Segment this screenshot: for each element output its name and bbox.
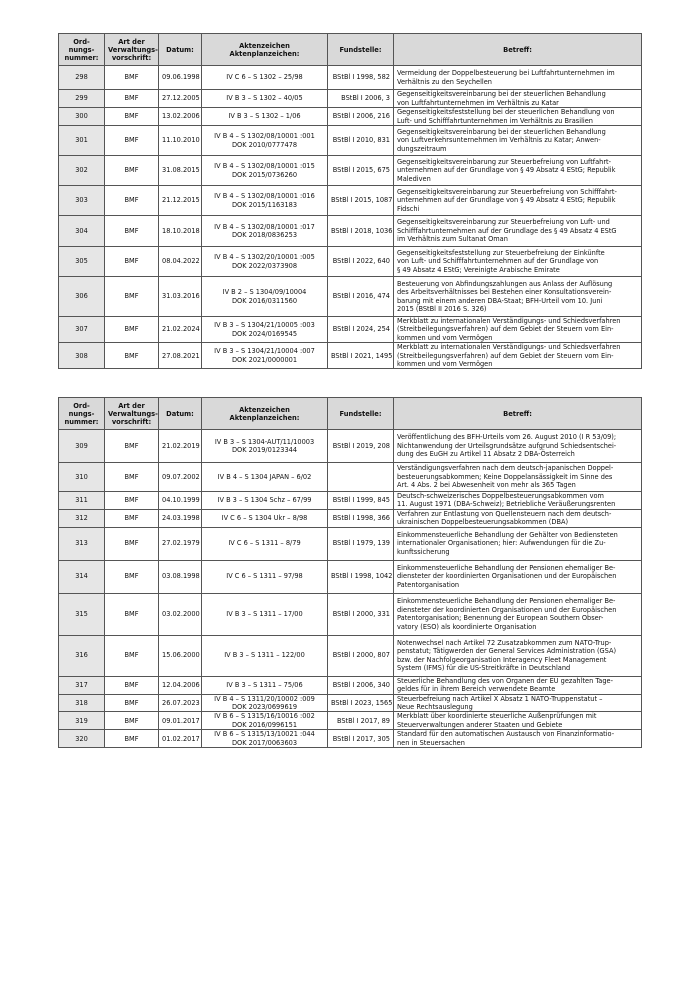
aktenzeichen-cell bbox=[202, 593, 328, 635]
art-cell: BMF bbox=[105, 343, 159, 369]
table-row bbox=[59, 216, 642, 247]
header-ordnungsnummer bbox=[59, 34, 105, 66]
betreff-line: Gegenseitigkeitsfeststellung zur Steuerbefreiung der Einkünfte bbox=[397, 248, 605, 257]
betreff-line: diensteter der koordinierten Organisationen und der Europäischen bbox=[397, 572, 617, 581]
table-row bbox=[59, 527, 642, 560]
art-cell: BMF bbox=[105, 730, 159, 748]
betreff-line: 11. August 1971 (DBA-Schweiz); Betriebliche Veräußerungsrenten bbox=[397, 500, 616, 509]
ordnungsnummer-cell: 311 bbox=[59, 492, 105, 510]
ordnungsnummer-cell: 302 bbox=[59, 156, 105, 186]
header-datum: Datum: bbox=[159, 398, 202, 430]
betreff-line: von Luftfahrtunternehmen im Verhältnis zu Katar bbox=[397, 98, 559, 107]
ordnungsnummer-cell: 308 bbox=[59, 343, 105, 369]
aktenzeichen-line: IV B 4 – S 1302/08/10001 :016 bbox=[214, 192, 315, 201]
betreff-cell bbox=[394, 126, 642, 156]
header-text: Aktenzeichen bbox=[239, 41, 290, 50]
betreff-line: im Verhältnis zum Sultanat Oman bbox=[397, 235, 508, 244]
table-row bbox=[59, 730, 642, 748]
betreff-line: internationaler Organisationen; hier: Aufwendungen für die Zu- bbox=[397, 539, 606, 548]
betreff-line: Notenwechsel nach Artikel 72 Zusatzabkommen zum NATO-Trup- bbox=[397, 638, 612, 647]
datum-cell: 09.07.2002 bbox=[159, 463, 202, 492]
aktenzeichen-line: IV C 6 – S 1302 – 25/98 bbox=[226, 73, 303, 82]
betreff-cell bbox=[394, 593, 642, 635]
table-row bbox=[59, 492, 642, 510]
aktenzeichen-line: IV B 6 – S 1315/16/10016 :002 bbox=[214, 712, 315, 721]
art-cell: BMF bbox=[105, 430, 159, 463]
datum-cell: 03.02.2000 bbox=[159, 593, 202, 635]
betreff-line: Fidschi bbox=[397, 204, 420, 213]
betreff-line: dung des EuGH zu Artikel 11 Absatz 2 DBA-Österreich bbox=[397, 450, 575, 459]
ordnungsnummer-cell: 300 bbox=[59, 108, 105, 126]
table-row bbox=[59, 186, 642, 216]
betreff-cell bbox=[394, 156, 642, 186]
aktenzeichen-cell bbox=[202, 730, 328, 748]
fundstelle-cell: BStBl I 2023, 1565 bbox=[328, 694, 394, 712]
aktenzeichen-line: DOK 2016/0996151 bbox=[231, 720, 298, 729]
table-row bbox=[59, 317, 642, 343]
ordnungsnummer-cell: 303 bbox=[59, 186, 105, 216]
betreff-line: Patentorganisation bbox=[397, 580, 460, 589]
header-text: Aktenplanzeichen: bbox=[229, 49, 300, 58]
table-row bbox=[59, 676, 642, 694]
table-row bbox=[59, 635, 642, 676]
betreff-line: § 49 Absatz 4 EStG; Vereinigte Arabische Emirate bbox=[397, 265, 560, 274]
aktenzeichen-line: IV C 6 – S 1304 Ukr – 8/98 bbox=[221, 514, 308, 523]
datum-cell: 27.12.2005 bbox=[159, 90, 202, 108]
aktenzeichen-cell bbox=[202, 560, 328, 593]
betreff-line: dungszeitraum bbox=[397, 144, 447, 153]
betreff-cell bbox=[394, 108, 642, 126]
betreff-line: Vermeidung der Doppelbesteuerung bei Luftfahrtunternehmen im bbox=[397, 69, 615, 78]
aktenzeichen-line: IV B 4 – S 1302/08/10001 :015 bbox=[214, 162, 315, 171]
ordnungsnummer-cell: 317 bbox=[59, 676, 105, 694]
aktenzeichen-line: IV C 6 – S 1311 – 8/79 bbox=[228, 539, 301, 548]
betreff-line: von Luftverkehrsunternehmen im Verhältnis zu Katar; Anwen- bbox=[397, 136, 601, 145]
datum-cell: 09.01.2017 bbox=[159, 712, 202, 730]
aktenzeichen-line: IV B 3 – S 1311 – 75/06 bbox=[226, 680, 303, 689]
table-row bbox=[59, 343, 642, 369]
art-cell: BMF bbox=[105, 216, 159, 247]
betreff-line: Deutsch-schweizerisches Doppelbesteuerungsabkommen vom bbox=[397, 492, 604, 500]
betreff-cell bbox=[394, 509, 642, 527]
datum-cell: 24.03.1998 bbox=[159, 509, 202, 527]
aktenzeichen-cell bbox=[202, 430, 328, 463]
aktenzeichen-cell bbox=[202, 108, 328, 126]
betreff-line: kunftssicherung bbox=[397, 547, 450, 556]
betreff-line: barung mit einem anderen DBA-Staat; BFH-Urteil vom 10. Juni bbox=[397, 296, 603, 305]
betreff-line: Steuerbefreiung nach Artikel X Absatz 1 NATO-Truppenstatut – bbox=[397, 694, 603, 703]
betreff-line: ukrainischen Doppelbesteuerungsabkommen (DBA) bbox=[397, 518, 569, 527]
fundstelle-cell: BStBl I 1998, 1042 bbox=[328, 560, 394, 593]
aktenzeichen-cell bbox=[202, 527, 328, 560]
aktenzeichen-cell bbox=[202, 509, 328, 527]
betreff-line: Merkblatt zu internationalen Verständigungs- und Schiedsverfahren bbox=[397, 343, 621, 352]
betreff-line: unternehmen auf der Grundlage von § 49 Absatz 4 EStG; Republik bbox=[397, 196, 616, 205]
header-text: nummer: bbox=[64, 53, 99, 62]
fundstelle-cell: BStBl I 2022, 640 bbox=[328, 247, 394, 277]
aktenzeichen-cell bbox=[202, 66, 328, 90]
table-row bbox=[59, 430, 642, 463]
aktenzeichen-line: IV B 3 – S 1304/21/10005 :003 bbox=[214, 321, 315, 330]
art-cell: BMF bbox=[105, 66, 159, 90]
datum-cell: 27.02.1979 bbox=[159, 527, 202, 560]
table-row bbox=[59, 156, 642, 186]
aktenzeichen-line: IV B 2 – S 1304/09/10004 bbox=[222, 288, 307, 297]
table-row bbox=[59, 694, 642, 712]
betreff-cell bbox=[394, 186, 642, 216]
art-cell: BMF bbox=[105, 247, 159, 277]
aktenzeichen-cell bbox=[202, 216, 328, 247]
header-text: vorschrift: bbox=[111, 53, 152, 62]
aktenzeichen-cell bbox=[202, 676, 328, 694]
fundstelle-cell: BStBl I 1998, 366 bbox=[328, 509, 394, 527]
aktenzeichen-cell bbox=[202, 694, 328, 712]
betreff-line: Gegenseitigkeitsfeststellung bei der steuerlichen Behandlung von bbox=[397, 108, 615, 117]
betreff-line: kommen und vom Vermögen bbox=[397, 360, 493, 369]
aktenzeichen-cell bbox=[202, 126, 328, 156]
header-text: nungs- bbox=[68, 45, 95, 54]
fundstelle-cell: BStBl I 2024, 254 bbox=[328, 317, 394, 343]
header-text: Ord- bbox=[73, 401, 90, 410]
header-fundstelle: Fundstelle: bbox=[328, 34, 394, 66]
art-cell: BMF bbox=[105, 108, 159, 126]
fundstelle-cell: BStBl I 2006, 216 bbox=[328, 108, 394, 126]
art-cell: BMF bbox=[105, 694, 159, 712]
art-cell: BMF bbox=[105, 593, 159, 635]
betreff-line: Gegenseitigkeitsvereinbarung bei der steuerlichen Behandlung bbox=[397, 127, 606, 136]
ordnungsnummer-cell: 305 bbox=[59, 247, 105, 277]
art-cell: BMF bbox=[105, 635, 159, 676]
datum-cell: 21.02.2019 bbox=[159, 430, 202, 463]
aktenzeichen-line: IV B 3 – S 1304 Schz – 67/99 bbox=[217, 496, 312, 505]
fundstelle-cell: BStBl I 1999, 845 bbox=[328, 492, 394, 510]
table-row bbox=[59, 593, 642, 635]
header-text: Art der bbox=[118, 37, 145, 46]
betreff-line: Verständigungsverfahren nach dem deutsch-japanischen Doppel- bbox=[397, 464, 614, 473]
datum-cell: 15.06.2000 bbox=[159, 635, 202, 676]
fundstelle-cell: BStBl I 1998, 582 bbox=[328, 66, 394, 90]
art-cell: BMF bbox=[105, 156, 159, 186]
datum-cell: 21.12.2015 bbox=[159, 186, 202, 216]
header-art bbox=[105, 34, 159, 66]
betreff-cell bbox=[394, 90, 642, 108]
betreff-line: Merkblatt über koordinierte steuerliche Außenprüfungen mit bbox=[397, 712, 597, 721]
betreff-cell bbox=[394, 527, 642, 560]
fundstelle-cell: BStBl I 2016, 474 bbox=[328, 277, 394, 317]
betreff-line: Patentorganisation; Benennung der European Southern Obser- bbox=[397, 614, 604, 623]
table-row bbox=[59, 108, 642, 126]
datum-cell: 27.08.2021 bbox=[159, 343, 202, 369]
art-cell: BMF bbox=[105, 186, 159, 216]
datum-cell: 26.07.2023 bbox=[159, 694, 202, 712]
table-row bbox=[59, 90, 642, 108]
aktenzeichen-cell bbox=[202, 635, 328, 676]
header-text: Art der bbox=[118, 401, 145, 410]
betreff-cell bbox=[394, 66, 642, 90]
betreff-line: besteuerungsabkommen; Keine Doppelansässigkeit im Sinne des bbox=[397, 472, 613, 481]
ordnungsnummer-cell: 310 bbox=[59, 463, 105, 492]
betreff-line: (Streitbeilegungsverfahren) auf dem Gebiet der Steuern vom Ein- bbox=[397, 351, 614, 360]
table-header-row bbox=[59, 34, 642, 66]
betreff-line: System (IFMS) für die US-Streitkräfte in Deutschland bbox=[397, 664, 571, 673]
ordnungsnummer-cell: 319 bbox=[59, 712, 105, 730]
fundstelle-cell: BStBl I 2017, 305 bbox=[328, 730, 394, 748]
aktenzeichen-line: IV B 6 – S 1315/13/10021 :044 bbox=[214, 730, 315, 739]
betreff-line: geldes für in ihrem Bereich verwendete Beamte bbox=[397, 685, 556, 694]
art-cell: BMF bbox=[105, 492, 159, 510]
ordnungsnummer-cell: 314 bbox=[59, 560, 105, 593]
betreff-line: Veröffentlichung des BFH-Urteils vom 26. August 2010 (I R 53/09); bbox=[397, 433, 617, 442]
aktenzeichen-line: IV B 4 – S 1304 JAPAN – 6/02 bbox=[217, 472, 312, 481]
art-cell: BMF bbox=[105, 560, 159, 593]
ordnungsnummer-cell: 313 bbox=[59, 527, 105, 560]
betreff-line: des Arbeitsverhältnisses bei Bestehen einer Konsultationsverein- bbox=[397, 288, 612, 297]
ordnungsnummer-cell: 307 bbox=[59, 317, 105, 343]
datum-cell: 04.10.1999 bbox=[159, 492, 202, 510]
fundstelle-cell bbox=[328, 463, 394, 492]
betreff-line: 2015 (BStBl II 2016 S. 326) bbox=[397, 304, 487, 313]
header-text: nungs- bbox=[68, 409, 95, 418]
table-row bbox=[59, 712, 642, 730]
betreff-cell bbox=[394, 317, 642, 343]
betreff-cell bbox=[394, 694, 642, 712]
aktenzeichen-cell bbox=[202, 463, 328, 492]
fundstelle-cell: BStBl I 2015, 675 bbox=[328, 156, 394, 186]
header-text: Verwaltungs- bbox=[108, 409, 158, 418]
ordnungsnummer-cell: 299 bbox=[59, 90, 105, 108]
aktenzeichen-line: DOK 2017/0063603 bbox=[231, 738, 298, 747]
table-row bbox=[59, 126, 642, 156]
betreff-line: nen in Steuersachen bbox=[397, 738, 465, 747]
datum-cell: 03.08.1998 bbox=[159, 560, 202, 593]
betreff-cell bbox=[394, 463, 642, 492]
datum-cell: 18.10.2018 bbox=[159, 216, 202, 247]
aktenzeichen-cell bbox=[202, 492, 328, 510]
ordnungsnummer-cell: 309 bbox=[59, 430, 105, 463]
fundstelle-cell: BStBl I 2018, 1036 bbox=[328, 216, 394, 247]
aktenzeichen-cell bbox=[202, 247, 328, 277]
aktenzeichen-line: IV B 4 – S 1311/20/10002 :009 bbox=[214, 694, 315, 703]
aktenzeichen-line: IV B 3 – S 1304-AUT/11/10003 bbox=[214, 437, 315, 446]
datum-cell: 09.06.1998 bbox=[159, 66, 202, 90]
aktenzeichen-line: IV B 3 – S 1311 – 17/00 bbox=[226, 609, 303, 618]
header-text: Aktenzeichen bbox=[239, 405, 290, 414]
header-betreff: Betreff: bbox=[394, 34, 642, 66]
art-cell: BMF bbox=[105, 676, 159, 694]
header-text: Aktenplanzeichen: bbox=[229, 413, 300, 422]
art-cell: BMF bbox=[105, 509, 159, 527]
betreff-line: Einkommensteuerliche Behandlung der Gehälter von Bediensteten bbox=[397, 531, 618, 540]
fundstelle-cell: BStBl I 2015, 1087 bbox=[328, 186, 394, 216]
art-cell: BMF bbox=[105, 90, 159, 108]
header-art bbox=[105, 398, 159, 430]
datum-cell: 21.02.2024 bbox=[159, 317, 202, 343]
datum-cell: 08.04.2022 bbox=[159, 247, 202, 277]
aktenzeichen-line: DOK 2019/0123344 bbox=[231, 446, 298, 454]
ordnungsnummer-cell: 315 bbox=[59, 593, 105, 635]
ordnungsnummer-cell: 306 bbox=[59, 277, 105, 317]
header-text: vorschrift: bbox=[111, 417, 152, 426]
aktenzeichen-line: DOK 2021/0000001 bbox=[231, 355, 298, 364]
art-cell: BMF bbox=[105, 527, 159, 560]
betreff-line: Neue Rechtsauslegung bbox=[397, 703, 473, 712]
fundstelle-cell: BStBl I 1979, 139 bbox=[328, 527, 394, 560]
header-betreff: Betreff: bbox=[394, 398, 642, 430]
betreff-line: Gegenseitigkeitsvereinbarung zur Steuerbefreiung von Luftfahrt- bbox=[397, 157, 612, 166]
header-fundstelle: Fundstelle: bbox=[328, 398, 394, 430]
table-row bbox=[59, 509, 642, 527]
ordnungsnummer-cell: 320 bbox=[59, 730, 105, 748]
betreff-line: unternehmen auf der Grundlage von § 49 Absatz 4 EStG; Republik bbox=[397, 166, 616, 175]
betreff-line: vatory (ESO) als koordinierte Organisation bbox=[397, 622, 537, 631]
header-text: Verwaltungs- bbox=[108, 45, 158, 54]
art-cell: BMF bbox=[105, 463, 159, 492]
header-aktenzeichen bbox=[202, 398, 328, 430]
betreff-line: penstatut; Tätigwerden der General Services Administration (GSA) bbox=[397, 647, 617, 656]
betreff-line: diensteter der koordinierten Organisationen und der Europäischen bbox=[397, 605, 617, 614]
table-row bbox=[59, 277, 642, 317]
art-cell: BMF bbox=[105, 277, 159, 317]
aktenzeichen-line: IV B 3 – S 1311 – 122/00 bbox=[224, 651, 305, 660]
betreff-line: Art. 4 Abs. 2 bei Abwesenheit von mehr als 365 Tagen bbox=[397, 481, 576, 490]
betreff-cell bbox=[394, 277, 642, 317]
aktenzeichen-cell bbox=[202, 186, 328, 216]
betreff-line: Merkblatt zu internationalen Verständigungs- und Schiedsverfahren bbox=[397, 317, 621, 325]
datum-cell: 01.02.2017 bbox=[159, 730, 202, 748]
ordnungsnummer-cell: 301 bbox=[59, 126, 105, 156]
datum-cell: 31.08.2015 bbox=[159, 156, 202, 186]
aktenzeichen-line: DOK 2018/0836253 bbox=[231, 231, 298, 239]
betreff-line: Steuerliche Behandlung des von Organen der EU gezahlten Tage- bbox=[397, 676, 613, 685]
aktenzeichen-cell bbox=[202, 343, 328, 369]
aktenzeichen-line: DOK 2015/0736260 bbox=[231, 170, 298, 179]
aktenzeichen-line: IV B 4 – S 1302/08/10001 :017 bbox=[214, 222, 315, 231]
datum-cell: 12.04.2006 bbox=[159, 676, 202, 694]
fundstelle-cell: BStBl I 2000, 807 bbox=[328, 635, 394, 676]
betreff-cell bbox=[394, 430, 642, 463]
ordnungsnummer-cell: 298 bbox=[59, 66, 105, 90]
ordnungsnummer-cell: 312 bbox=[59, 509, 105, 527]
fundstelle-cell: BStBl I 2000, 331 bbox=[328, 593, 394, 635]
aktenzeichen-line: IV C 6 – S 1311 – 97/98 bbox=[226, 572, 303, 581]
fundstelle-cell: BStBl I 2010, 831 bbox=[328, 126, 394, 156]
aktenzeichen-cell bbox=[202, 317, 328, 343]
betreff-line: Einkommensteuerliche Behandlung der Pensionen ehemaliger Be- bbox=[397, 564, 616, 573]
bmf-table-1 bbox=[58, 33, 642, 369]
aktenzeichen-line: DOK 2016/0311560 bbox=[231, 296, 298, 305]
betreff-line: bzw. der Nachfolgeorganisation Interagency Fleet Management bbox=[397, 655, 607, 664]
art-cell: BMF bbox=[105, 317, 159, 343]
table-row bbox=[59, 66, 642, 90]
fundstelle-cell: BStBl I 2021, 1495 bbox=[328, 343, 394, 369]
betreff-line: Malediven bbox=[397, 174, 431, 183]
betreff-line: Besteuerung von Abfindungszahlungen aus Anlass der Auflösung bbox=[397, 279, 613, 288]
betreff-line: Steuerverwaltungen anderer Staaten und Gebiete bbox=[397, 720, 563, 729]
fundstelle-cell: BStBl I 2017, 89 bbox=[328, 712, 394, 730]
aktenzeichen-cell bbox=[202, 712, 328, 730]
aktenzeichen-line: DOK 2024/0169545 bbox=[231, 329, 298, 338]
aktenzeichen-cell bbox=[202, 156, 328, 186]
datum-cell: 31.03.2016 bbox=[159, 277, 202, 317]
betreff-cell bbox=[394, 216, 642, 247]
betreff-cell bbox=[394, 730, 642, 748]
betreff-cell bbox=[394, 492, 642, 510]
betreff-line: Standard für den automatischen Austausch von Finanzinformatio- bbox=[397, 730, 615, 739]
header-datum: Datum: bbox=[159, 34, 202, 66]
betreff-line: von Luft- und Schifffahrtunternehmen auf der Grundlage von bbox=[397, 257, 599, 266]
betreff-cell bbox=[394, 635, 642, 676]
art-cell: BMF bbox=[105, 712, 159, 730]
header-text: nummer: bbox=[64, 417, 99, 426]
aktenzeichen-line: DOK 2010/0777478 bbox=[231, 140, 298, 149]
betreff-line: kommen und vom Vermögen bbox=[397, 333, 493, 342]
ordnungsnummer-cell: 316 bbox=[59, 635, 105, 676]
datum-cell: 13.02.2006 bbox=[159, 108, 202, 126]
betreff-line: Gegenseitigkeitsvereinbarung zur Steuerbefreiung von Luft- und bbox=[397, 218, 610, 227]
fundstelle-cell: BStBl I 2006, 340 bbox=[328, 676, 394, 694]
betreff-cell bbox=[394, 343, 642, 369]
betreff-line: Gegenseitigkeitsvereinbarung bei der steuerlichen Behandlung bbox=[397, 90, 606, 99]
table-header-row bbox=[59, 398, 642, 430]
art-cell: BMF bbox=[105, 126, 159, 156]
aktenzeichen-line: DOK 2015/1163183 bbox=[231, 200, 298, 209]
betreff-cell bbox=[394, 712, 642, 730]
table-row bbox=[59, 560, 642, 593]
betreff-line: (Streitbeilegungsverfahren) auf dem Gebiet der Steuern vom Ein- bbox=[397, 325, 614, 334]
betreff-cell bbox=[394, 247, 642, 277]
fundstelle-cell: BStBl I 2006, 3 bbox=[328, 90, 394, 108]
aktenzeichen-line: DOK 2022/0373908 bbox=[231, 261, 298, 270]
betreff-cell bbox=[394, 560, 642, 593]
betreff-line: Einkommensteuerliche Behandlung der Pensionen ehemaliger Be- bbox=[397, 597, 616, 606]
betreff-line: Nichtanwendung der Urteilsgrundsätze aufgrund Schiedsentschei- bbox=[397, 441, 617, 450]
datum-cell: 11.10.2010 bbox=[159, 126, 202, 156]
betreff-line: Schifffahrtunternehmen auf der Grundlage des § 49 Absatz 4 EStG bbox=[397, 226, 617, 235]
aktenzeichen-line: IV B 4 – S 1302/20/10001 :005 bbox=[214, 253, 315, 262]
aktenzeichen-line: DOK 2023/0699619 bbox=[231, 703, 298, 712]
bmf-table-2 bbox=[58, 397, 642, 748]
aktenzeichen-cell bbox=[202, 90, 328, 108]
betreff-line: Luft- und Schifffahrtunternehmen im Verhältnis zu Brasilien bbox=[397, 116, 593, 125]
table-row bbox=[59, 463, 642, 492]
aktenzeichen-line: IV B 3 – S 1304/21/10004 :007 bbox=[214, 347, 315, 356]
aktenzeichen-line: IV B 3 – S 1302 – 1/06 bbox=[228, 112, 301, 121]
aktenzeichen-line: IV B 3 – S 1302 – 40/05 bbox=[226, 94, 303, 103]
aktenzeichen-cell bbox=[202, 277, 328, 317]
betreff-cell bbox=[394, 676, 642, 694]
ordnungsnummer-cell: 304 bbox=[59, 216, 105, 247]
betreff-line: Verfahren zur Entlastung von Quellensteuern nach dem deutsch- bbox=[397, 509, 612, 518]
header-aktenzeichen bbox=[202, 34, 328, 66]
header-ordnungsnummer bbox=[59, 398, 105, 430]
aktenzeichen-line: IV B 4 – S 1302/08/10001 :001 bbox=[214, 132, 315, 141]
table-row bbox=[59, 247, 642, 277]
ordnungsnummer-cell: 318 bbox=[59, 694, 105, 712]
betreff-line: Verhältnis zu den Seychellen bbox=[397, 77, 492, 86]
betreff-line: Gegenseitigkeitsvereinbarung zur Steuerbefreiung von Schifffahrt- bbox=[397, 187, 617, 196]
fundstelle-cell: BStBl I 2019, 208 bbox=[328, 430, 394, 463]
header-text: Ord- bbox=[73, 37, 90, 46]
